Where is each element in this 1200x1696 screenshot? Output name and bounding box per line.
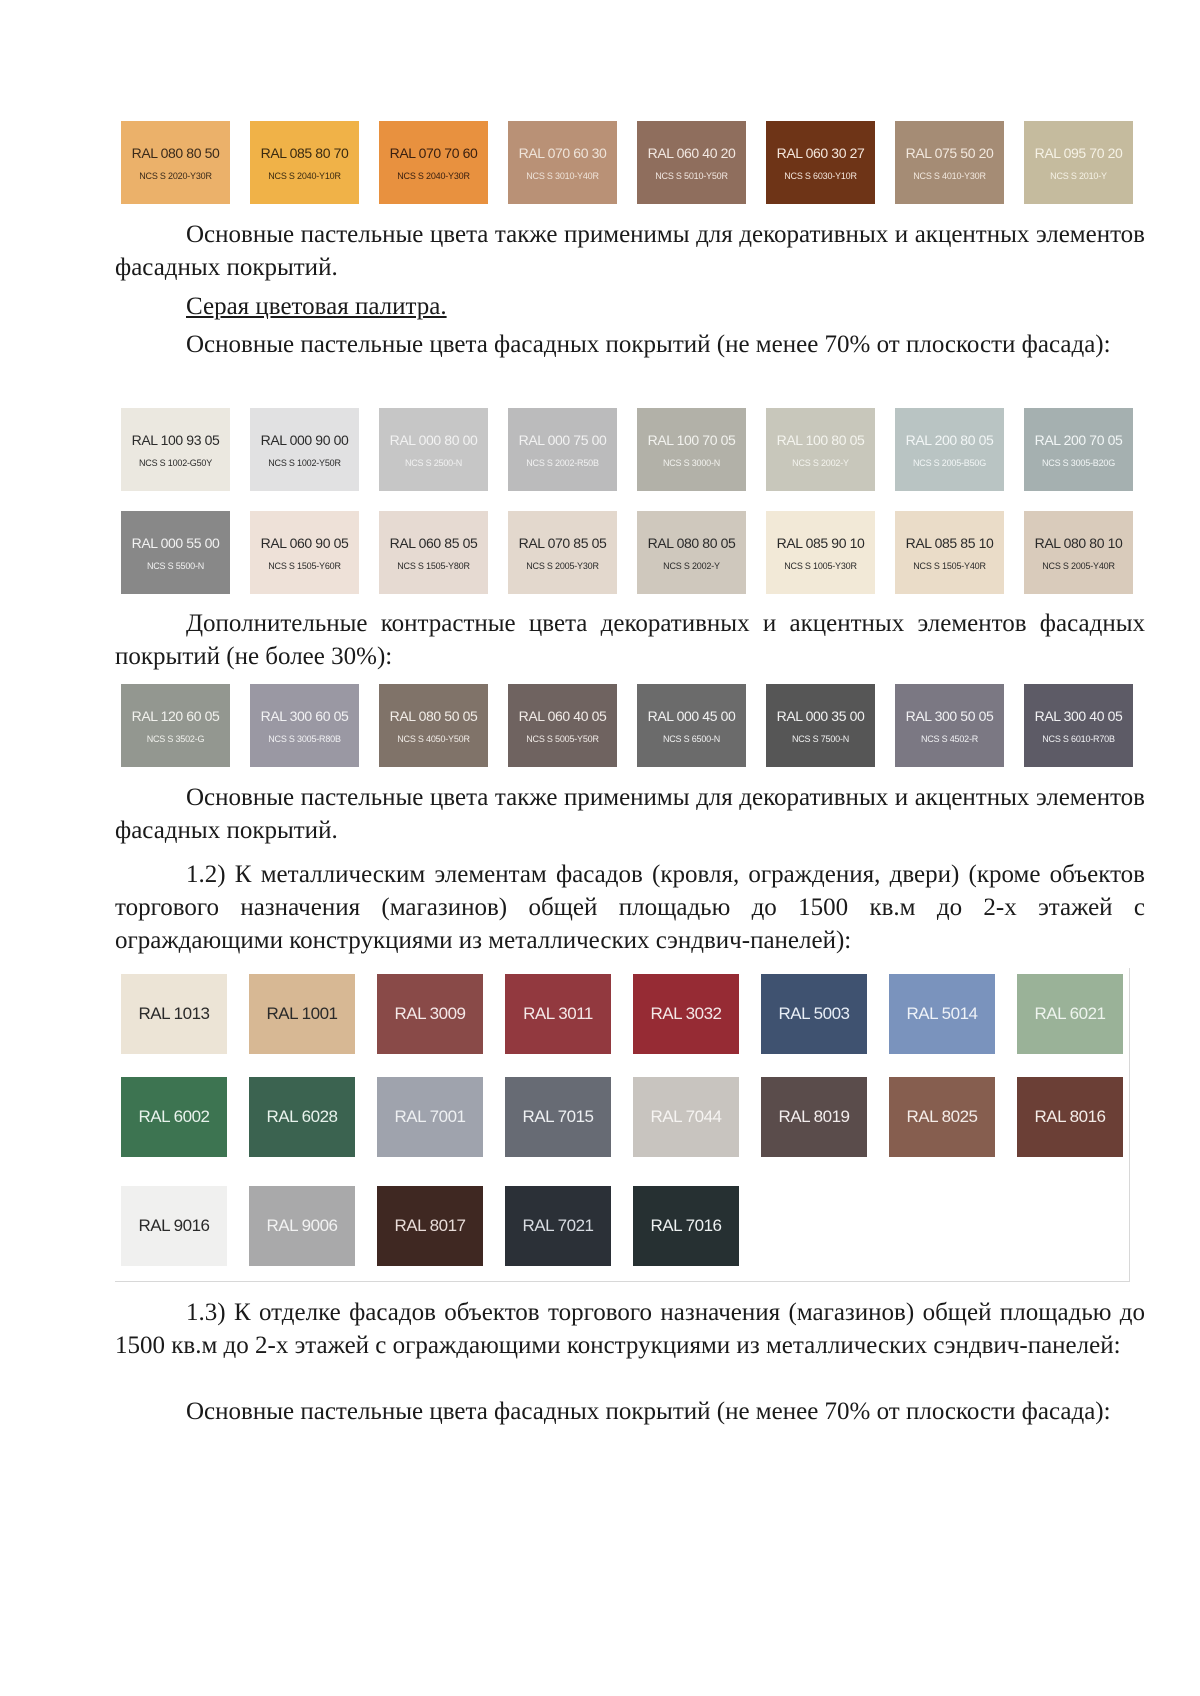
color-swatch xyxy=(250,684,359,767)
swatch-ral-code: RAL 060 90 05 xyxy=(260,534,349,551)
metal-color-swatch: RAL 8016 xyxy=(1017,1077,1123,1157)
swatch-ral-code: RAL 075 50 20 xyxy=(905,144,994,161)
metal-color-swatch: RAL 9006 xyxy=(249,1186,355,1266)
metal-color-swatch: RAL 8025 xyxy=(889,1077,995,1157)
metal-palette-row-1 xyxy=(121,974,1123,1054)
color-swatch xyxy=(637,511,746,594)
color-swatch xyxy=(1024,408,1133,491)
color-swatch xyxy=(895,121,1004,204)
color-swatch xyxy=(508,511,617,594)
metal-color-swatch: RAL 8017 xyxy=(377,1186,483,1266)
swatch-ral-code: RAL 000 45 00 xyxy=(647,707,736,724)
swatch-ncs-code: NCS S 2040-Y30R xyxy=(397,170,470,181)
swatch-ral-code: RAL 080 80 10 xyxy=(1034,534,1123,551)
swatch-ral-code: RAL 000 75 00 xyxy=(518,431,607,448)
swatch-ncs-code: NCS S 3005-R80B xyxy=(268,733,341,744)
swatch-ncs-code: NCS S 2010-Y xyxy=(1050,170,1107,181)
swatch-ncs-code: NCS S 5010-Y50R xyxy=(655,170,728,181)
color-swatch xyxy=(121,408,230,491)
swatch-ncs-code: NCS S 2002-R50B xyxy=(526,457,599,468)
metal-color-swatch: RAL 5003 xyxy=(761,974,867,1054)
paragraph-pastel-note-2: Основные пастельные цвета также применимы для декоративных и акцентных элементов фасадных покрытий. xyxy=(115,784,1145,844)
swatch-ncs-code: NCS S 1002-Y50R xyxy=(268,457,341,468)
swatch-ral-code: RAL 070 85 05 xyxy=(518,534,607,551)
swatch-ncs-code: NCS S 3005-B20G xyxy=(1041,457,1116,468)
swatch-ncs-code: NCS S 4502-R xyxy=(920,733,979,744)
swatch-ncs-code: NCS S 1005-Y30R xyxy=(784,560,857,571)
gray-palette-row-1 xyxy=(121,408,1133,491)
swatch-ncs-code: NCS S 4010-Y30R xyxy=(913,170,986,181)
color-swatch xyxy=(250,408,359,491)
color-swatch xyxy=(766,408,875,491)
swatch-ral-code: RAL 200 70 05 xyxy=(1034,431,1123,448)
metal-color-swatch: RAL 7015 xyxy=(505,1077,611,1157)
metal-color-swatch: RAL 9016 xyxy=(121,1186,227,1266)
swatch-ral-code: RAL 080 80 05 xyxy=(647,534,736,551)
swatch-ncs-code: NCS S 2040-Y10R xyxy=(268,170,341,181)
swatch-ral-code: RAL 060 40 05 xyxy=(518,707,607,724)
color-swatch xyxy=(379,121,488,204)
color-swatch xyxy=(637,121,746,204)
swatch-ncs-code: NCS S 1505-Y60R xyxy=(268,560,341,571)
swatch-ral-code: RAL 085 90 10 xyxy=(776,534,865,551)
swatch-ncs-code: NCS S 2002-Y xyxy=(792,457,849,468)
color-swatch xyxy=(895,408,1004,491)
swatch-ral-code: RAL 300 50 05 xyxy=(905,707,994,724)
swatch-ral-code: RAL 080 50 05 xyxy=(389,707,478,724)
metal-color-swatch: RAL 7016 xyxy=(633,1186,739,1266)
color-swatch xyxy=(1024,121,1133,204)
swatch-ncs-code: NCS S 6500-N xyxy=(662,733,721,744)
paragraph-contrast: Дополнительные контрастные цвета декоративных и акцентных элементов фасадных покрытий (не более 30%): xyxy=(115,610,1145,670)
swatch-ncs-code: NCS S 3010-Y40R xyxy=(526,170,599,181)
swatch-ncs-code: NCS S 2005-Y30R xyxy=(526,560,599,571)
metal-color-swatch: RAL 5014 xyxy=(889,974,995,1054)
metal-color-swatch: RAL 7021 xyxy=(505,1186,611,1266)
swatch-ral-code: RAL 000 90 00 xyxy=(260,431,349,448)
color-swatch xyxy=(250,511,359,594)
color-swatch xyxy=(766,684,875,767)
metal-palette-row-2 xyxy=(121,1077,1123,1157)
swatch-ncs-code: NCS S 6010-R70B xyxy=(1042,733,1115,744)
swatch-ncs-code: NCS S 1505-Y40R xyxy=(913,560,986,571)
swatch-ncs-code: NCS S 2500-N xyxy=(404,457,463,468)
metal-color-swatch: RAL 3032 xyxy=(633,974,739,1054)
contrast-palette-row xyxy=(121,684,1133,767)
swatch-ral-code: RAL 200 80 05 xyxy=(905,431,994,448)
paragraph-metal-elements: 1.2) К металлическим элементам фасадов (кровля, ограждения, двери) (кроме объектов торгового назначения (магазинов) общей площадью до 1500 кв.м до 2-х этажей с ограждающими конструкциями из металлических сэндвич-панелей): xyxy=(115,861,1145,954)
metal-color-swatch: RAL 7044 xyxy=(633,1077,739,1157)
color-swatch xyxy=(121,684,230,767)
gray-palette-row-2 xyxy=(121,511,1133,594)
swatch-ral-code: RAL 000 55 00 xyxy=(131,534,220,551)
swatch-ncs-code: NCS S 3000-N xyxy=(662,457,721,468)
swatch-ral-code: RAL 000 80 00 xyxy=(389,431,478,448)
swatch-ncs-code: NCS S 4050-Y50R xyxy=(397,733,470,744)
color-swatch xyxy=(895,684,1004,767)
metal-color-swatch: RAL 3009 xyxy=(377,974,483,1054)
swatch-ral-code: RAL 000 35 00 xyxy=(776,707,865,724)
color-swatch xyxy=(1024,684,1133,767)
color-swatch xyxy=(250,121,359,204)
paragraph-shops: 1.3) К отделке фасадов объектов торгового назначения (магазинов) общей площадью до 1500 кв.м до 2-х этажей с ограждающими конструкциями из металлических сэндвич-панелей: xyxy=(115,1299,1145,1359)
color-swatch xyxy=(766,121,875,204)
swatch-ncs-code: NCS S 5500-N xyxy=(146,560,205,571)
swatch-ncs-code: NCS S 5005-Y50R xyxy=(526,733,599,744)
metal-color-swatch: RAL 3011 xyxy=(505,974,611,1054)
swatch-ral-code: RAL 070 60 30 xyxy=(518,144,607,161)
swatch-ral-code: RAL 300 60 05 xyxy=(260,707,349,724)
color-swatch xyxy=(508,684,617,767)
swatch-ral-code: RAL 100 93 05 xyxy=(131,431,220,448)
color-swatch xyxy=(766,511,875,594)
swatch-ral-code: RAL 300 40 05 xyxy=(1034,707,1123,724)
color-swatch xyxy=(637,684,746,767)
paragraph-gray-main: Основные пастельные цвета фасадных покрытий (не менее 70% от плоскости фасада): xyxy=(186,331,1111,358)
swatch-ncs-code: NCS S 2020-Y30R xyxy=(139,170,212,181)
swatch-ncs-code: NCS S 2005-B50G xyxy=(912,457,987,468)
color-swatch xyxy=(508,408,617,491)
swatch-ral-code: RAL 060 40 20 xyxy=(647,144,736,161)
metal-color-swatch: RAL 8019 xyxy=(761,1077,867,1157)
swatch-ncs-code: NCS S 2005-Y40R xyxy=(1042,560,1115,571)
swatch-ncs-code: NCS S 3502-G xyxy=(146,733,205,744)
swatch-ral-code: RAL 120 60 05 xyxy=(131,707,220,724)
paragraph-shops-main: Основные пастельные цвета фасадных покрытий (не менее 70% от плоскости фасада): xyxy=(186,1398,1111,1425)
swatch-ral-code: RAL 085 80 70 xyxy=(260,144,349,161)
metal-color-swatch: RAL 6002 xyxy=(121,1077,227,1157)
color-swatch xyxy=(379,684,488,767)
swatch-ncs-code: NCS S 1002-G50Y xyxy=(138,457,213,468)
swatch-ral-code: RAL 095 70 20 xyxy=(1034,144,1123,161)
metal-color-swatch: RAL 7001 xyxy=(377,1077,483,1157)
swatch-ncs-code: NCS S 6030-Y10R xyxy=(784,170,857,181)
color-swatch xyxy=(508,121,617,204)
swatch-ncs-code: NCS S 2002-Y xyxy=(663,560,720,571)
swatch-ncs-code: NCS S 7500-N xyxy=(791,733,850,744)
metal-color-swatch: RAL 6028 xyxy=(249,1077,355,1157)
swatch-ral-code: RAL 070 70 60 xyxy=(389,144,478,161)
metal-palette-row-3 xyxy=(121,1186,739,1266)
color-swatch xyxy=(1024,511,1133,594)
metal-color-swatch: RAL 1001 xyxy=(249,974,355,1054)
color-swatch xyxy=(121,511,230,594)
pastel-palette-row xyxy=(121,121,1133,204)
swatch-ral-code: RAL 100 80 05 xyxy=(776,431,865,448)
metal-color-swatch: RAL 1013 xyxy=(121,974,227,1054)
color-swatch xyxy=(379,408,488,491)
color-swatch xyxy=(637,408,746,491)
color-swatch xyxy=(895,511,1004,594)
swatch-ral-code: RAL 060 85 05 xyxy=(389,534,478,551)
metal-palette xyxy=(115,968,1130,1282)
color-swatch xyxy=(379,511,488,594)
color-swatch xyxy=(121,121,230,204)
metal-color-swatch: RAL 6021 xyxy=(1017,974,1123,1054)
heading-gray-palette: Серая цветовая палитра. xyxy=(186,293,447,320)
paragraph-pastel-note: Основные пастельные цвета также применимы для декоративных и акцентных элементов фасадных покрытий. xyxy=(115,221,1145,281)
swatch-ral-code: RAL 085 85 10 xyxy=(905,534,994,551)
swatch-ral-code: RAL 060 30 27 xyxy=(776,144,865,161)
swatch-ncs-code: NCS S 1505-Y80R xyxy=(397,560,470,571)
swatch-ral-code: RAL 080 80 50 xyxy=(131,144,220,161)
swatch-ral-code: RAL 100 70 05 xyxy=(647,431,736,448)
